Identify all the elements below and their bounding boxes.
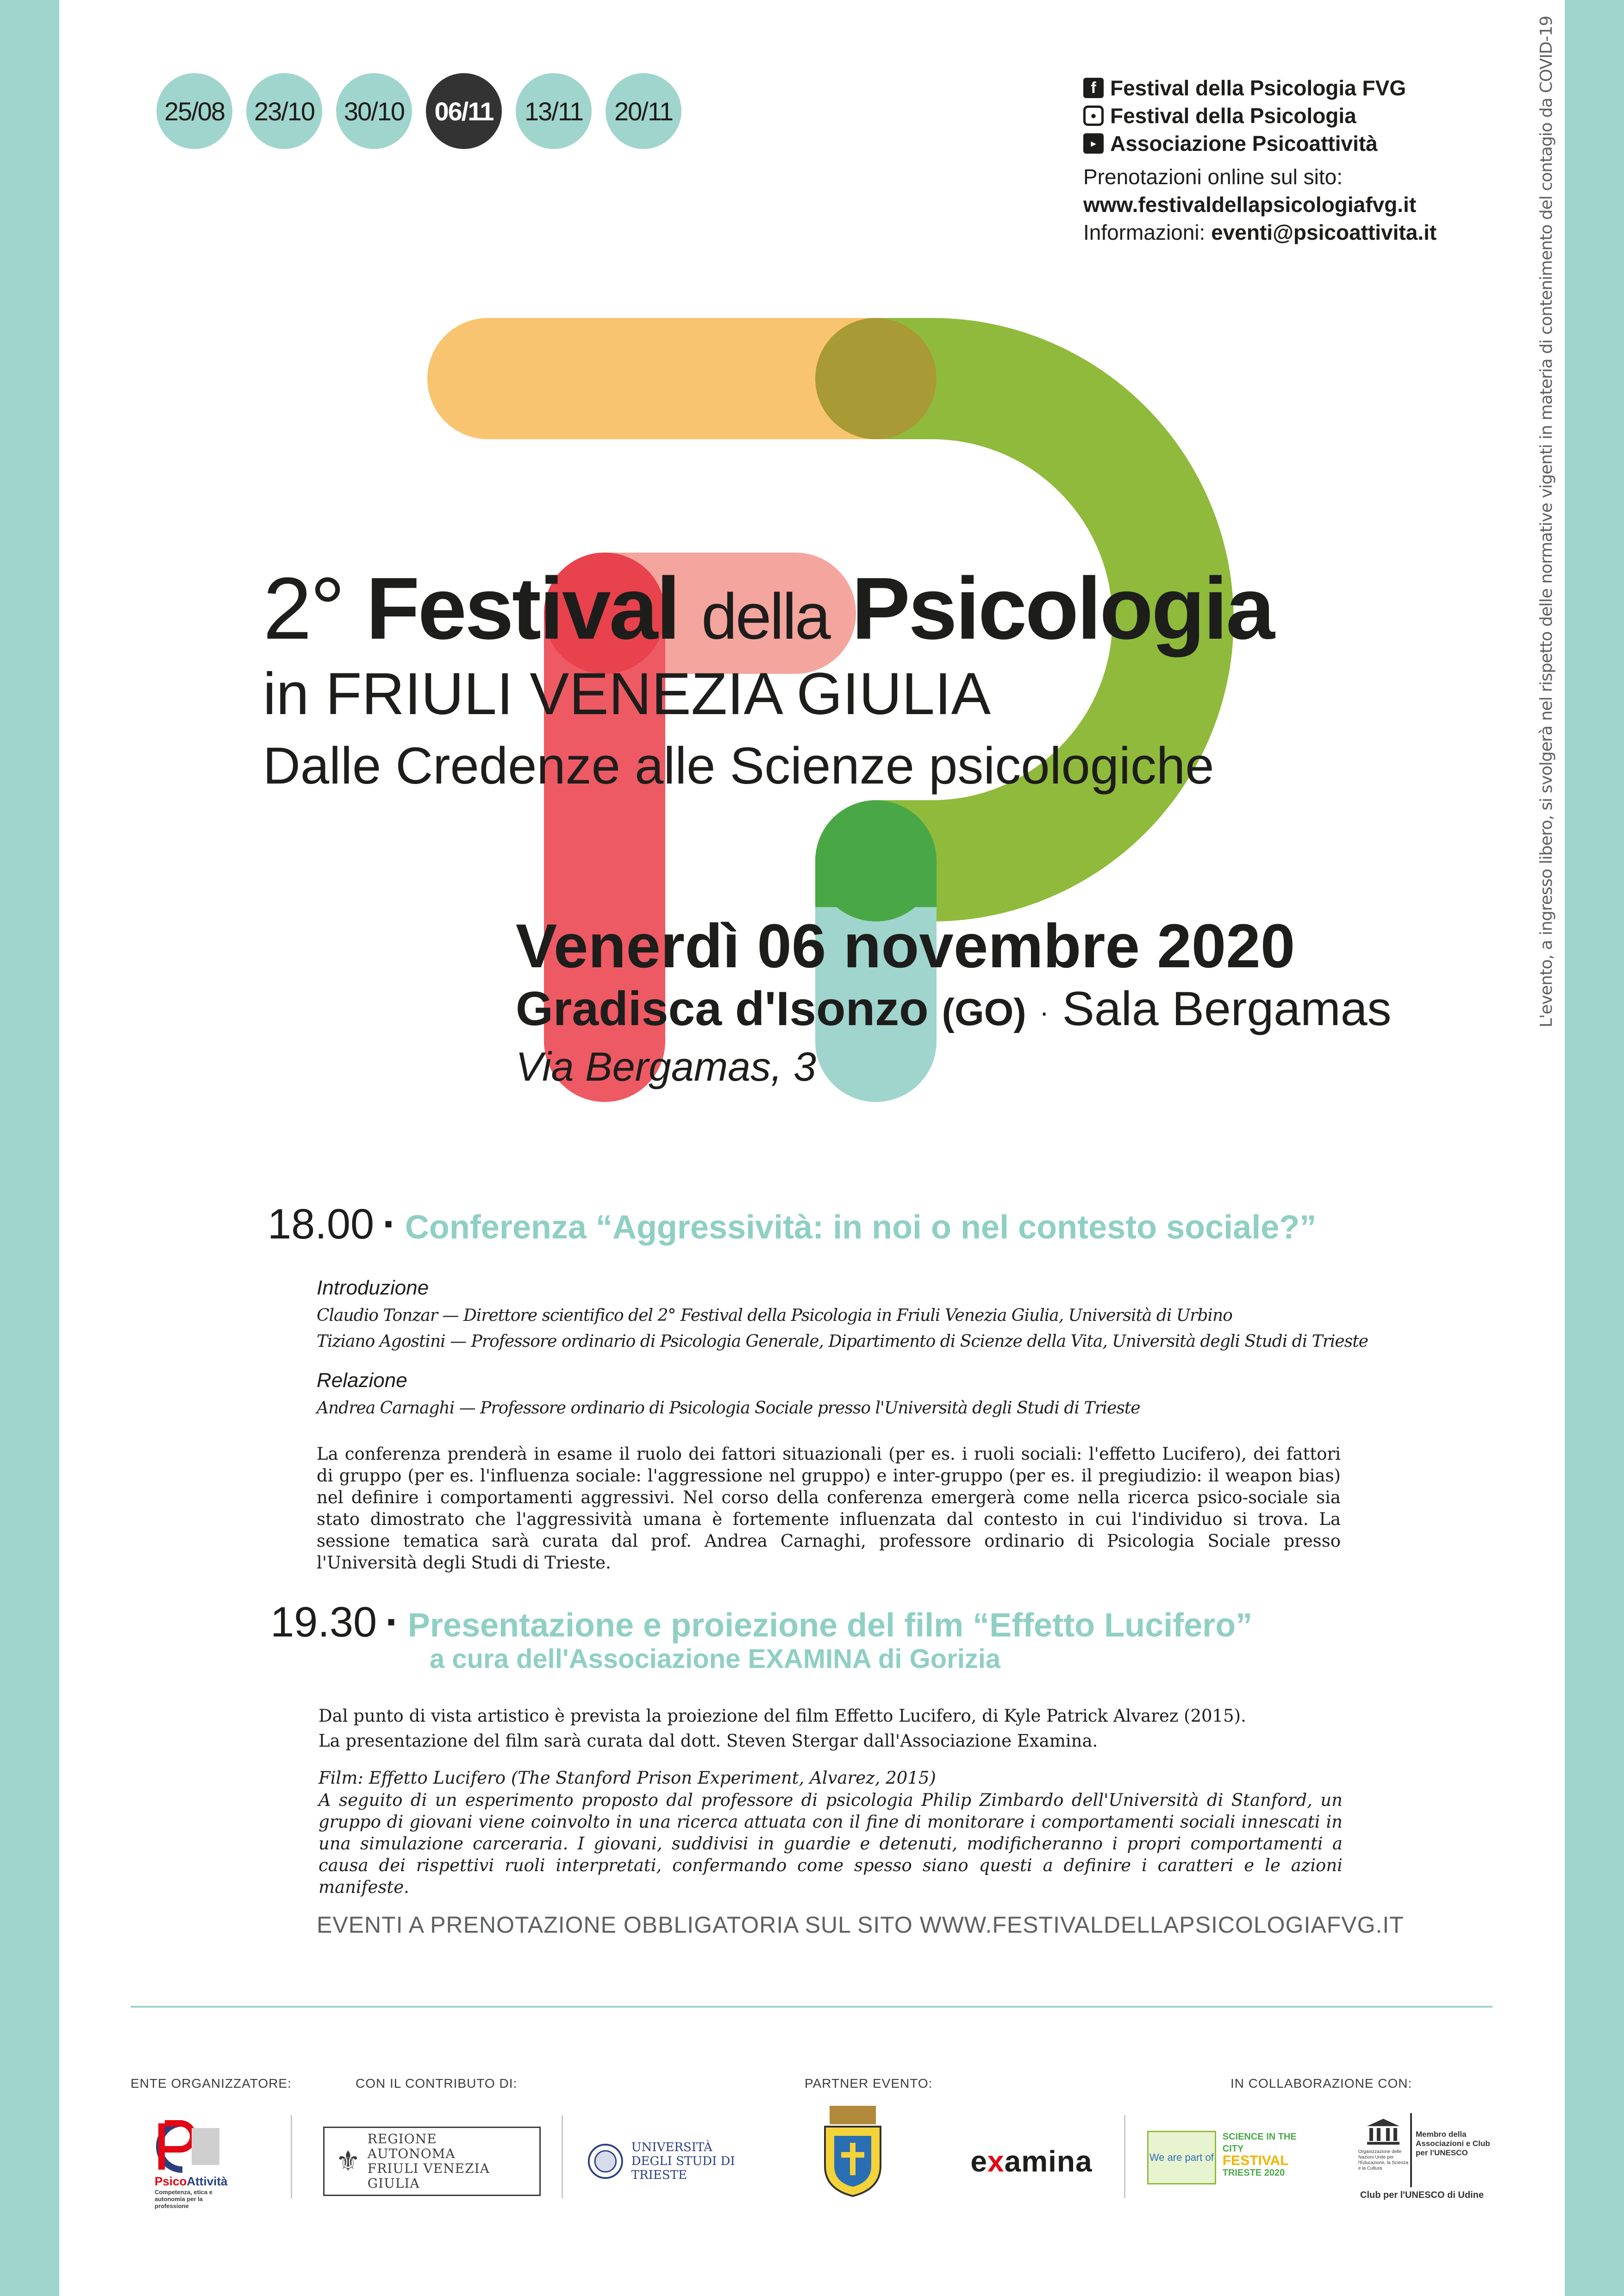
examina-part2: x: [987, 2145, 1005, 2178]
speaker-line: Tiziano Agostini — Professore ordinario di Psicologia Generale, Dipartimento di Scienze della Vita, Università degli Studi di Trieste: [317, 1332, 1368, 1351]
location-separator: ·: [1039, 996, 1049, 1028]
booking-site-link[interactable]: www.festivaldellapsicologiafvg.it: [1083, 193, 1417, 217]
organizer-label: ENTE ORGANIZZATORE:: [131, 2076, 292, 2091]
examina-part3: amina: [1004, 2145, 1093, 2178]
event2-line1: Dal punto di vista artistico è prevista la proiezione del film Effetto Lucifero, di Kyle Patrick Alvarez (2015).: [319, 1706, 1246, 1726]
title-festival: Festival: [366, 560, 679, 658]
science-title2: FESTIVAL: [1222, 2153, 1289, 2168]
psicoattivita-name-b: Attività: [187, 2174, 228, 2188]
event-date: Venerdì 06 novembre 2020: [516, 912, 1295, 981]
youtube-row[interactable]: [1083, 130, 1437, 157]
poster: [59, 0, 1565, 2296]
date-list: [156, 73, 681, 149]
covid-side-note: L'evento, a ingresso libero, si svolgerà nel rispetto delle normative vigenti in materia di contenimento del contagio da COVID-19: [1537, 16, 1556, 1027]
footer-separator: [1124, 2115, 1125, 2198]
event2-time: 19.30: [270, 1599, 377, 1646]
science-title1: SCIENCE IN THE CITY: [1222, 2132, 1297, 2154]
footer-separator: [562, 2115, 563, 2198]
examina-part1: e: [970, 2145, 988, 2178]
dark-green-overlap-lower: [815, 861, 937, 907]
hall: Sala Bergamas: [1062, 982, 1392, 1036]
science-text: [1223, 2131, 1305, 2184]
universita-trieste-logo[interactable]: [587, 2138, 786, 2184]
email-link[interactable]: eventi@psicoattivita.it: [1211, 220, 1437, 244]
instagram-row[interactable]: [1083, 102, 1437, 130]
universita-text: [631, 2140, 786, 2182]
film-description: A seguito di un esperimento proposto dal professore di psicologia Philip Zimbardo dell'Università di Stanford, un gruppo di giovani viene coinvolto in una ricerca attuata con il fine di monitorare i comportamenti sociali innescati in una simulazione carceraria. I giovani, suddivisi in guardie e detenuti, modificheranno i propri comportamenti a causa dei rispettivi ruoli interpretati, confermando come spesso siano questi a definire i caratteri e le azioni manifeste.: [319, 1790, 1343, 1897]
title-psicologia: Psicologia: [851, 560, 1273, 658]
universita-line1: UNIVERSITÀ: [631, 2140, 712, 2154]
region-title: in FRIULI VENEZIA GIULIA: [263, 661, 991, 727]
unesco-club-name: Club per l'UNESCO di Udine: [1360, 2190, 1484, 2200]
edition: 2°: [263, 560, 344, 658]
footer-divider: [131, 2006, 1493, 2008]
facebook-label: Festival della Psicologia FVG: [1110, 76, 1406, 100]
unesco-org: Organizzazione delle Nazioni Unite per l'Educazione, la Scienza e la Cultura: [1358, 2149, 1409, 2171]
youtube-icon: ▶: [1083, 133, 1104, 154]
event2-line2: La presentazione del film sarà curata dal dott. Steven Stergar dall'Associazione Examina.: [319, 1731, 1098, 1751]
province: (GO): [942, 991, 1026, 1033]
event1-header: [268, 1199, 1316, 1253]
date-circle[interactable]: 25/08: [156, 73, 232, 149]
science-in-the-city-logo[interactable]: [1147, 2131, 1305, 2184]
psicoattivita-name-a: Psico: [155, 2174, 187, 2188]
date-circle[interactable]: 20/11: [606, 73, 681, 149]
booking-label: Prenotazioni online sul sito:: [1083, 165, 1343, 189]
facebook-row[interactable]: [1083, 74, 1437, 102]
regione-line1: REGIONE AUTONOMA: [367, 2131, 456, 2161]
footer-separator: [291, 2115, 292, 2198]
facebook-icon: f: [1083, 78, 1104, 98]
we-are-part-box: We are part of: [1147, 2131, 1216, 2184]
gradisca-coat-of-arms-icon[interactable]: [811, 2106, 894, 2198]
contribution-label: CON IL CONTRIBUTO DI:: [356, 2076, 518, 2091]
booking-info: [1083, 163, 1437, 246]
booking-notice: EVENTI A PRENOTAZIONE OBBLIGATORIA SUL SITO WWW.FESTIVALDELLAPSICOLOGIAFVG.IT: [317, 1912, 1404, 1938]
event1-time: 18.00: [268, 1201, 375, 1248]
city: Gradisca d'Isonzo: [516, 982, 929, 1036]
psicoattivita-mark-icon: [155, 2119, 224, 2174]
event2-title: Presentazione e proiezione del film “Effetto Lucifero”: [407, 1607, 1253, 1644]
contacts-block: [1083, 74, 1437, 246]
festival-title: [263, 562, 1273, 663]
event1-description: La conferenza prenderà in esame il ruolo dei fattori situazionali (per es. i ruoli sociali: l'effetto Lucifero), dei fattori di gruppo (per es. l'influenza sociale: l'aggressione nel gruppo) e inter-gruppo (per es. il pregiudizio: il weapon bias) nel definire i comportamenti aggressivi. Nel corso della conferenza emergerà come nella ricerca psico-sociale sia stato dimostrato che l'aggressività umana è fortemente influenzata dal contesto in cui l'individuo si trova. La sessione tematica sarà curata dal prof. Andrea Carnaghi, professore ordinario di Psicologia Sociale presso l'Università degli Studi di Trieste.: [317, 1444, 1341, 1573]
title-della: della: [701, 580, 829, 653]
psicoattivita-name: [155, 2174, 228, 2189]
psicoattivita-logo[interactable]: [155, 2113, 266, 2215]
date-circle-active[interactable]: 06/11: [426, 73, 502, 149]
youtube-label: Associazione Psicoattività: [1110, 131, 1378, 156]
date-circle[interactable]: 23/10: [246, 73, 322, 149]
relatore-line: Andrea Carnaghi — Professore ordinario di Psicologia Sociale presso l'Università degli Studi di Trieste: [317, 1399, 1140, 1418]
event1-dot: ·: [382, 1201, 397, 1248]
science-title3: TRIESTE 2020: [1222, 2168, 1285, 2178]
unesco-temple-icon: [1365, 2118, 1402, 2146]
festival-subtitle: Dalle Credenze alle Scienze psicologiche: [263, 737, 1214, 795]
universita-line2: DEGLI STUDI DI TRIESTE: [631, 2154, 735, 2182]
event1-title: Conferenza “Aggressività: in noi o nel contesto sociale?”: [405, 1209, 1317, 1246]
intro-label: Introduzione: [317, 1276, 429, 1299]
regione-text: [368, 2132, 528, 2191]
partner-label: PARTNER EVENTO:: [805, 2076, 933, 2091]
regione-box: [323, 2127, 541, 2196]
unesco-member: Membro della Associazioni e Club per l'UNESCO: [1416, 2130, 1490, 2157]
film-title: Film: Effetto Lucifero (The Stanford Prison Experiment, Alvarez, 2015): [319, 1768, 936, 1788]
info-label: Informazioni:: [1083, 220, 1206, 244]
event2-subtitle: a cura dell'Associazione EXAMINA di Gorizia: [430, 1644, 1001, 1674]
collaboration-label: IN COLLABORAZIONE CON:: [1230, 2076, 1412, 2091]
examina-logo[interactable]: [930, 2138, 1133, 2184]
regione-line2: FRIULI VENEZIA GIULIA: [367, 2161, 490, 2191]
olive-overlap: [815, 318, 937, 439]
university-seal-icon: [587, 2142, 624, 2181]
regione-fvg-logo[interactable]: [323, 2131, 541, 2191]
unesco-club-logo[interactable]: [1355, 2113, 1508, 2210]
date-circle[interactable]: 30/10: [336, 73, 412, 149]
relazione-label: Relazione: [317, 1369, 407, 1392]
info-row: [1083, 218, 1437, 246]
event2-dot: ·: [385, 1599, 400, 1646]
unesco-divider: [1410, 2113, 1412, 2187]
instagram-icon: ●: [1083, 106, 1104, 126]
event-location: [516, 981, 1392, 1040]
speaker-line: Claudio Tonzar — Direttore scientifico del 2° Festival della Psicologia in Friuli Venezia Giulia, Università di Urbino: [317, 1306, 1232, 1325]
address: Via Bergamas, 3: [516, 1044, 816, 1089]
psicoattivita-tagline: Competenza, etica e autonomia per la professione: [155, 2189, 212, 2209]
eagle-icon: ⚜: [336, 2145, 361, 2178]
date-circle[interactable]: 13/11: [516, 73, 592, 149]
instagram-label: Festival della Psicologia: [1110, 104, 1356, 128]
